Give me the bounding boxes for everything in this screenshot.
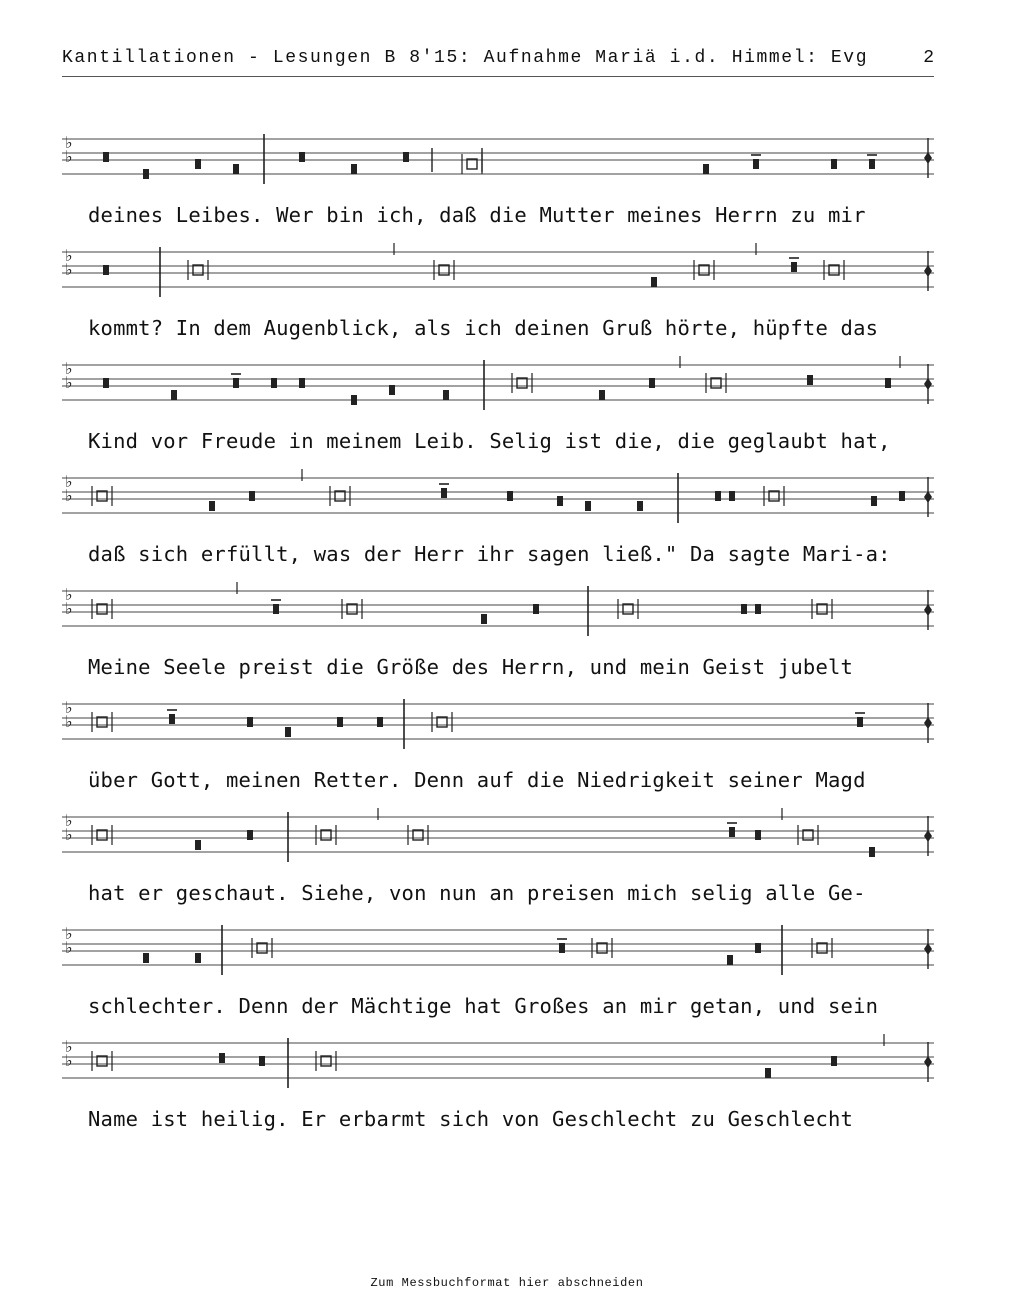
neume-note <box>299 378 305 388</box>
recitation-tone <box>434 260 454 280</box>
recitation-tone <box>342 599 362 619</box>
final-barline <box>924 1042 932 1082</box>
flat-clef-icon: ♭ <box>65 698 73 717</box>
recitation-tone <box>618 599 638 619</box>
flat-clef-icon: ♭ <box>65 599 73 618</box>
staff-svg <box>62 586 934 638</box>
neume-note <box>103 152 109 162</box>
page-header <box>62 46 934 77</box>
lyric-line: deines Leibes. Wer bin ich, daß die Mutter meines Herrn zu mir <box>88 203 866 227</box>
neume-note <box>831 1056 837 1066</box>
neume-note <box>233 378 239 388</box>
neume-note <box>441 488 447 498</box>
neume-note <box>481 614 487 624</box>
neume-note <box>389 385 395 395</box>
neume-note <box>585 501 591 511</box>
neume-note <box>649 378 655 388</box>
final-barline <box>924 816 932 856</box>
flat-clef-icon: ♭ <box>65 486 73 505</box>
neume-note <box>753 159 759 169</box>
recitation-tone <box>92 486 112 506</box>
neume-note <box>557 496 563 506</box>
lyric-line: Name ist heilig. Er erbarmt sich von Geschlecht zu Geschlecht <box>88 1107 854 1131</box>
recitation-tone <box>408 825 428 845</box>
staff-svg <box>62 925 934 977</box>
page-number: 2 <box>923 48 934 68</box>
recitation-tone <box>92 1051 112 1071</box>
lyric-line: kommt? In dem Augenblick, als ich deinen Gruß hörte, hüpfte das <box>88 316 879 340</box>
neume-note <box>143 169 149 179</box>
final-barline <box>924 590 932 630</box>
final-barline <box>924 251 932 291</box>
lyric-line: Kind vor Freude in meinem Leib. Selig ist die, die geglaubt hat, <box>88 429 891 453</box>
neume-note <box>219 1053 225 1063</box>
neume-note <box>273 604 279 614</box>
flat-clef-icon: ♭ <box>65 246 73 265</box>
staff-svg <box>62 699 934 751</box>
page-title: Kantillationen - Lesungen B 8'15: Aufnahme Mariä i.d. Himmel: Evg <box>62 48 869 68</box>
neume-note <box>351 395 357 405</box>
final-barline <box>924 477 932 517</box>
lyric-line: hat er geschaut. Siehe, von nun an preisen mich selig alle Ge- <box>88 881 866 905</box>
staff-2 <box>62 247 934 295</box>
staff-1 <box>62 134 934 182</box>
final-barline <box>924 364 932 404</box>
neume-note <box>403 152 409 162</box>
flat-clef-icon: ♭ <box>65 260 73 279</box>
neume-note <box>755 943 761 953</box>
neume-note <box>729 827 735 837</box>
neume-note <box>299 152 305 162</box>
recitation-tone <box>432 712 452 732</box>
recitation-tone <box>764 486 784 506</box>
flat-clef-icon: ♭ <box>65 359 73 378</box>
staff-svg <box>62 473 934 525</box>
staff-svg <box>62 1038 934 1090</box>
flat-clef-icon: ♭ <box>65 924 73 943</box>
neume-note <box>791 262 797 272</box>
neume-note <box>533 604 539 614</box>
staff-7 <box>62 812 934 860</box>
neume-note <box>271 378 277 388</box>
flat-clef-icon: ♭ <box>65 133 73 152</box>
neume-note <box>247 717 253 727</box>
recitation-tone <box>316 825 336 845</box>
neume-note <box>765 1068 771 1078</box>
staff-4 <box>62 473 934 521</box>
neume-note <box>755 604 761 614</box>
lyric-line: daß sich erfüllt, was der Herr ihr sagen ließ." Da sagte Mari-a: <box>88 542 891 566</box>
neume-note <box>443 390 449 400</box>
flat-clef-icon: ♭ <box>65 147 73 166</box>
recitation-tone <box>330 486 350 506</box>
flat-clef-icon: ♭ <box>65 472 73 491</box>
recitation-tone <box>92 825 112 845</box>
staff-8 <box>62 925 934 973</box>
flat-clef-icon: ♭ <box>65 938 73 957</box>
neume-note <box>703 164 709 174</box>
neume-note <box>103 378 109 388</box>
recitation-tone <box>592 938 612 958</box>
final-barline <box>924 138 932 178</box>
recitation-tone <box>252 938 272 958</box>
neume-note <box>209 501 215 511</box>
recitation-tone <box>512 373 532 393</box>
neume-note <box>249 491 255 501</box>
neume-note <box>727 955 733 965</box>
neume-note <box>715 491 721 501</box>
neume-note <box>637 501 643 511</box>
flat-clef-icon: ♭ <box>65 1037 73 1056</box>
neume-note <box>559 943 565 953</box>
flat-clef-icon: ♭ <box>65 811 73 830</box>
lyric-line: Meine Seele preist die Größe des Herrn, und mein Geist jubelt <box>88 655 854 679</box>
neume-note <box>171 390 177 400</box>
neume-note <box>195 840 201 850</box>
staff-svg <box>62 812 934 864</box>
neume-note <box>831 159 837 169</box>
staff-svg <box>62 247 934 299</box>
neume-note <box>871 496 877 506</box>
neume-note <box>195 953 201 963</box>
staff-6 <box>62 699 934 747</box>
flat-clef-icon: ♭ <box>65 585 73 604</box>
neume-note <box>755 830 761 840</box>
neume-note <box>729 491 735 501</box>
neume-note <box>247 830 253 840</box>
neume-note <box>351 164 357 174</box>
neume-note <box>857 717 863 727</box>
lyric-line: über Gott, meinen Retter. Denn auf die Niedrigkeit seiner Magd <box>88 768 866 792</box>
flat-clef-icon: ♭ <box>65 373 73 392</box>
neume-note <box>143 953 149 963</box>
neume-note <box>259 1056 265 1066</box>
staff-svg <box>62 360 934 412</box>
flat-clef-icon: ♭ <box>65 825 73 844</box>
final-barline <box>924 929 932 969</box>
lyric-line: schlechter. Denn der Mächtige hat Großes an mir getan, und sein <box>88 994 879 1018</box>
recitation-tone <box>92 712 112 732</box>
recitation-tone <box>694 260 714 280</box>
staff-3 <box>62 360 934 408</box>
recitation-tone <box>462 154 482 174</box>
recitation-tone <box>812 938 832 958</box>
final-barline <box>924 703 932 743</box>
neume-note <box>337 717 343 727</box>
flat-clef-icon: ♭ <box>65 712 73 731</box>
recitation-tone <box>824 260 844 280</box>
neume-note <box>169 714 175 724</box>
flat-clef-icon: ♭ <box>65 1051 73 1070</box>
neume-note <box>103 265 109 275</box>
neume-note <box>195 159 201 169</box>
neume-note <box>507 491 513 501</box>
neume-note <box>651 277 657 287</box>
staff-svg <box>62 134 934 186</box>
neume-note <box>285 727 291 737</box>
recitation-tone <box>812 599 832 619</box>
neume-note <box>899 491 905 501</box>
cut-instruction: Zum Messbuchformat hier abschneiden <box>370 1276 644 1290</box>
recitation-tone <box>188 260 208 280</box>
neume-note <box>869 847 875 857</box>
recitation-tone <box>798 825 818 845</box>
neume-note <box>741 604 747 614</box>
neume-note <box>233 164 239 174</box>
recitation-tone <box>706 373 726 393</box>
staff-9 <box>62 1038 934 1086</box>
neume-note <box>885 378 891 388</box>
recitation-tone <box>316 1051 336 1071</box>
neume-note <box>869 159 875 169</box>
neume-note <box>377 717 383 727</box>
neume-note <box>599 390 605 400</box>
staff-5 <box>62 586 934 634</box>
neume-note <box>807 375 813 385</box>
recitation-tone <box>92 599 112 619</box>
